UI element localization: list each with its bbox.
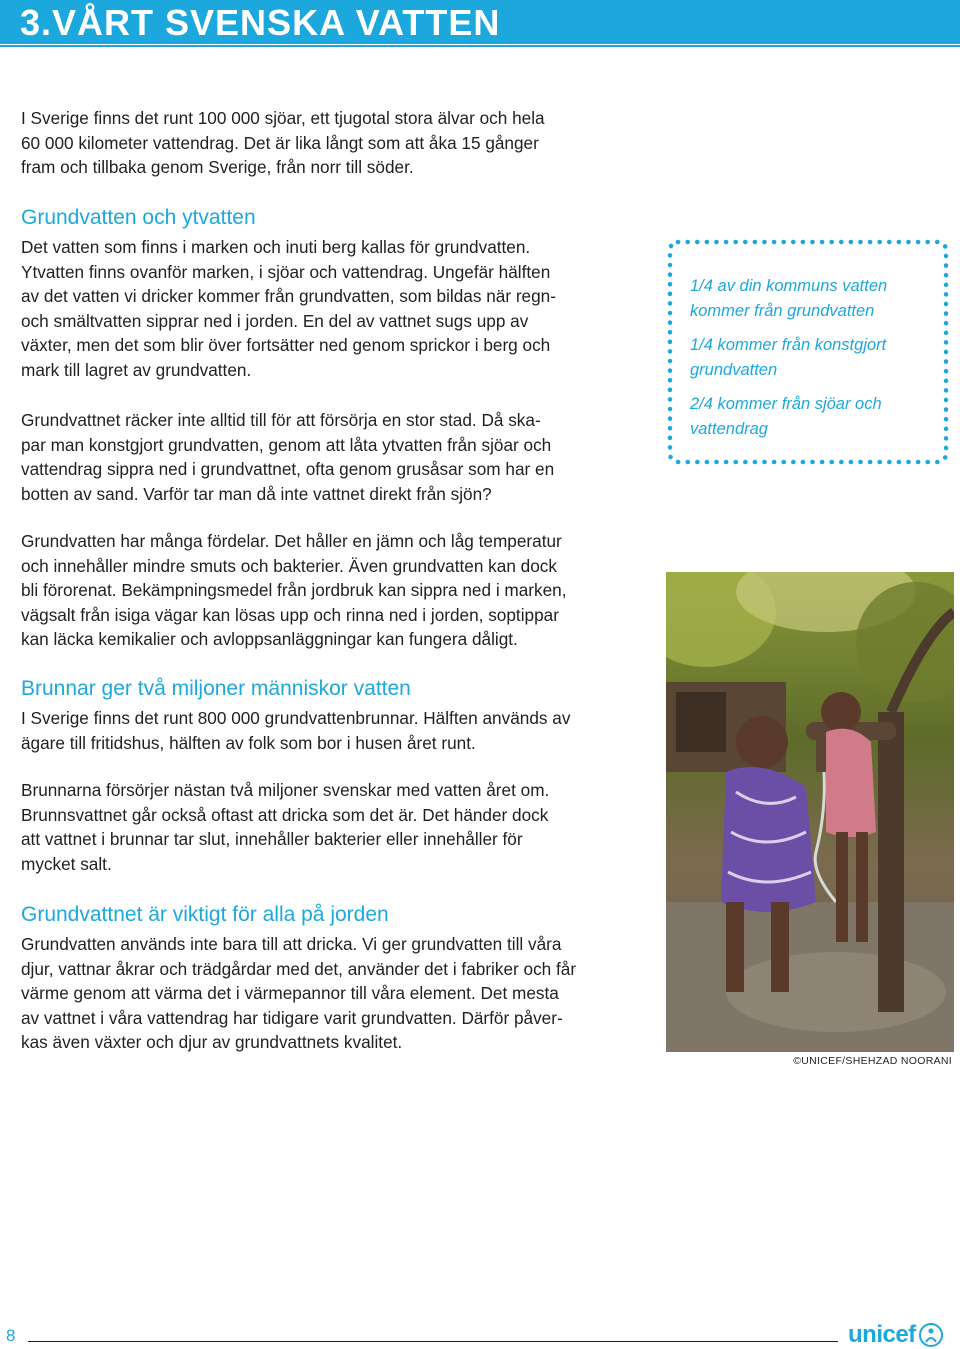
text-line: av det vatten vi dricker kommer från grundvatten, som bildas när regn- [21,286,556,307]
text-line: bli förorenat. Bekämpningsmedel från jordbruk kan sippra ned i marken, [21,580,567,601]
text-line: I Sverige finns det runt 800 000 grundvattenbrunnar. Hälften används av [21,708,571,728]
section1-paragraph-3 [21,529,641,652]
section1-paragraph-2 [21,408,641,506]
info-item-sjoar [690,392,938,441]
photo-children-water-pump [666,572,954,1052]
unicef-logo: unicef [848,1321,916,1348]
text-line: kan läcka kemikalier och avloppsanläggningar kan fungera dåligt. [21,629,518,650]
info-box [666,238,950,466]
info-line: 1/4 kommer från konstgjort [690,336,887,354]
section-heading-grundvatten: Grundvatten och ytvatten [21,206,256,229]
info-line: vattendrag [690,419,768,438]
info-line: grundvatten [690,360,778,379]
text-line: djur, vattnar åkrar och trädgårdar med det, använder det i fabriker och får [21,958,577,979]
photo-illustration [666,572,954,1052]
text-line: och innehåller mindre smuts och bakterier. Även grundvatten kan dock [21,555,557,576]
text-line: par man konstgjort grundvatten, genom att låta ytvatten från sjöar och [21,434,552,455]
text-line: fram och tillbaka genom Sverige, från norr till söder. [21,157,414,178]
text-line: I Sverige finns det runt 100 000 sjöar, ett tjugotal stora älvar och hela [21,108,545,128]
text-line: mark till lagret av grundvatten. [21,359,252,380]
text-line: Det vatten som finns i marken och inuti berg kallas för grundvatten. [21,237,531,257]
text-line: av vattnet i våra vattendrag har tidigare varit grundvatten. Därför påver- [21,1007,563,1028]
info-item-konstgjort [690,333,938,382]
info-line: 1/4 av din kommuns vatten [690,277,888,295]
section-heading-brunnar: Brunnar ger två miljoner människor vatten [21,677,411,700]
text-line: Brunnsvattnet går också oftast att dricka som det är. Det händer dock [21,804,549,825]
intro-paragraph [21,106,641,180]
info-item-kommun [690,274,938,323]
text-line: Grundvatten har många fördelar. Det håller en jämn och låg temperatur [21,531,562,551]
photo-credit: ©UNICEF/SHEHZAD NOORANI [793,1055,952,1067]
text-line: vattendrag sippra ned i grundvattnet, ofta genom grusåsar som har en [21,459,555,480]
info-line: kommer från grundvatten [690,301,875,320]
unicef-emblem-icon [918,1322,944,1348]
text-line: ägare till fritidshus, hälften av folk som bor i husen året runt. [21,732,476,753]
info-line: 2/4 kommer från sjöar och [690,395,882,413]
text-line: vägsalt från isiga vägar kan lösas upp och rinna ned i jorden, soptippar [21,604,559,625]
text-line: att vattnet i brunnar tar slut, innehåller bakterier eller innehåller för [21,829,523,850]
section-heading-viktigt: Grundvattnet är viktigt för alla på jorden [21,903,389,926]
text-line: Brunnarna försörjer nästan två miljoner svenskar med vatten året om. [21,780,550,800]
text-line: kas även växter och djur av grundvattnets kvalitet. [21,1032,403,1053]
title-bar [0,0,960,47]
text-line: botten av sand. Varför tar man då inte vattnet direkt från sjön? [21,483,492,504]
text-line: Grundvatten används inte bara till att dricka. Vi ger grundvatten till våra [21,934,562,954]
footer-rule [28,1341,838,1342]
text-line: 60 000 kilometer vattendrag. Det är lika långt som att åka 15 gånger [21,132,539,153]
page-number: 8 [6,1326,16,1345]
page-title: 3.VÅRT SVENSKA VATTEN [20,2,501,43]
section1-paragraph-1 [21,235,641,383]
section2-paragraph-1 [21,706,641,755]
text-line: växter, men det som blir över fortsätter ned genom sprickor i berg och [21,335,551,356]
text-line: Ytvatten finns ovanför marken, i sjöar och vattendrag. Ungefär hälften [21,261,551,282]
text-line: värme genom att värma det i värmepannor till våra element. Det mesta [21,983,559,1004]
text-line: Grundvattnet räcker inte alltid till för att försörja en stor stad. Då ska- [21,410,541,430]
section3-paragraph-1 [21,932,641,1055]
text-line: och smältvatten sipprar ned i jorden. En del av vattnet sugs upp av [21,310,529,331]
text-line: mycket salt. [21,853,112,874]
section2-paragraph-2 [21,778,641,876]
